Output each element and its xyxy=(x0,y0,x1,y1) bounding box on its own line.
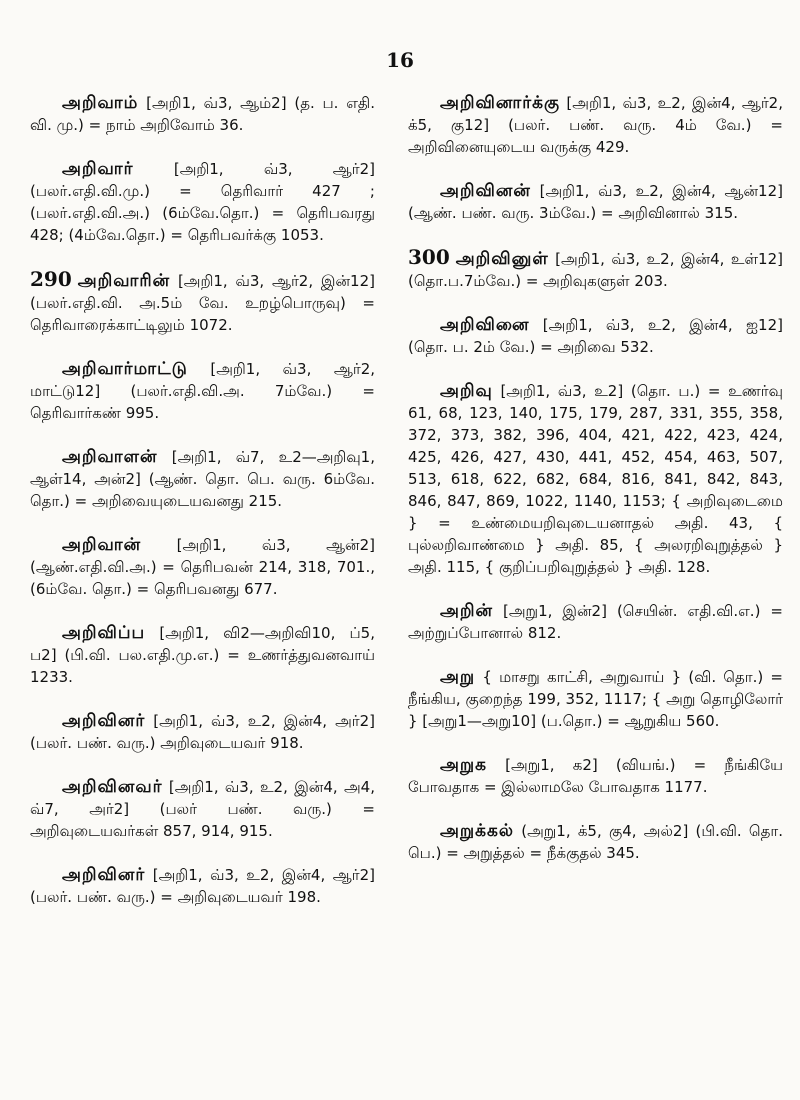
right-column xyxy=(408,92,783,886)
entry xyxy=(30,534,375,600)
entry xyxy=(30,446,375,512)
entry xyxy=(408,666,783,732)
headword: அறிவினை xyxy=(440,315,530,335)
entry-body: (அறு1, க்5, கு4, அல்2] (பி.வி. தொ. பெ.) = அறுத்தல் = நீக்குதல் 345. xyxy=(408,822,783,862)
entry xyxy=(30,776,375,842)
entry-body: [அறி1, வ்3, ஆர்2] (பலர்.எதி.வி.மு.) = தெரிவார் 427 ; (பலர்.எதி.வி.அ.) (6ம்வே.தொ.) = தெரிபவரது 428; (4ம்வே.தொ.) = தெரிபவர்க்கு 1053. xyxy=(30,160,375,244)
headword: அறுக xyxy=(440,755,487,775)
entry-body: [அறி1, வ்3, உ2, இன்4, ஆர்2] (பலர். பண். வரு.) = அறிவுடையவர் 198. xyxy=(30,866,375,906)
entry xyxy=(408,314,783,358)
entry-body: [அறு1, க2] (வியங்.) = நீங்கியே போவதாக = இல்லாமலே போவதாக 1177. xyxy=(408,756,783,796)
entry-body: [அறி1, வ்3, ஆர்2, மாட்டு12] (பலர்.எதி.வி.அ. 7ம்வே.) = தெரிவார்கண் 995. xyxy=(30,360,375,422)
headword: அறிவாம் xyxy=(62,93,139,113)
entry-body: [அறி1, வ்3, உ2, இன்4, ஆன்12] (ஆண். பண். வரு. 3ம்வே.) = அறிவினால் 315. xyxy=(408,182,783,222)
entry-body: [அறி1, வ்3, உ2, இன்4, அ4, வ்7, அர்2] (பலர் பண். வரு.) = அறிவுடையவர்கள் 857, 914, 915. xyxy=(30,778,375,840)
entry xyxy=(408,92,783,158)
entry-body: { மாசறு காட்சி, அறுவாய் } (வி. தொ.) = நீங்கிய, குறைந்த 199, 352, 1117; { அறு தொழிலோர் } [அறு1—அறு10] (ப.தொ.) = ஆறுகிய 560. xyxy=(408,668,783,730)
entry-body: [அறி1, வ்3, உ2] (தொ. ப.) = உணர்வு 61, 68, 123, 140, 175, 179, 287, 331, 355, 358, 372, 373, 382, 396, 404, 421, 422, 423, 424, 425, 426, 427, 430, 441, 452, 454, 463, 507, 513, 618, 622, 682, 684, 816, 841, 842, 843, 846, 847, 869, 1022, 1140, 1153; { அறிவுடைமை } = உண்மையறிவுடையனாதல் அதி. 43, { புல்லறிவாண்மை } அதி. 85, { அலரறிவுறுத்தல் } அதி. 115, { குறிப்பறிவுறுத்தல் } அதி. 128. xyxy=(408,382,783,576)
headword: அறின் xyxy=(440,601,494,621)
headword: அறிவினுள் xyxy=(455,249,549,269)
headword: அறிவினர் xyxy=(62,711,146,731)
headword: அறிவினார்க்கு xyxy=(440,93,560,113)
entry-body: [அறி1, வ்3, உ2, இன்4, அர்2] (பலர். பண். வரு.) அறிவுடையவர் 918. xyxy=(30,712,375,752)
entry xyxy=(30,622,375,688)
entry xyxy=(30,710,375,754)
headword: அறிவிப்ப xyxy=(62,623,146,643)
entry-body: [அறி1, வ்3, உ2, இன்4, உள்12] (தொ.ப.7ம்வே.) = அறிவுகளுள் 203. xyxy=(408,250,783,290)
entry-number: 290 xyxy=(30,267,72,291)
headword: அறிவினவர் xyxy=(62,777,163,797)
entry xyxy=(408,820,783,864)
entry xyxy=(30,268,375,336)
entry-body: [அறி1, வ்3, ஆன்2] (ஆண்.எதி.வி.அ.) = தெரிபவன் 214, 318, 701., (6ம்வே. தொ.) = தெரிபவனது 677. xyxy=(30,536,375,598)
headword: அறு xyxy=(440,667,476,687)
entry-body: [அறி1, வி2—அறிவி10, ப்5, ப2] (பி.வி. பல.எதி.மு.எ.) = உணர்த்துவனவாய் 1233. xyxy=(30,624,375,686)
left-column xyxy=(30,92,375,930)
entry-body: [அறி1, வ்3, ஆர்2, இன்12] (பலர்.எதி.வி. அ.5ம் வே. உறழ்பொருவு) = தெரிவாரைக்காட்டிலும் 1072. xyxy=(30,272,375,334)
headword: அறிவார் xyxy=(62,159,134,179)
entry-body: [அறி1, வ்3, உ2, இன்4, ஐ12] (தொ. ப. 2ம் வே.) = அறிவை 532. xyxy=(408,316,783,356)
entry-body: [அறி1, வ்3, ஆம்2] (த. ப. எதி. வி. மு.) = நாம் அறிவோம் 36. xyxy=(30,94,375,134)
entry xyxy=(30,158,375,246)
entry xyxy=(408,600,783,644)
entry xyxy=(408,246,783,292)
headword: அறிவினர் xyxy=(62,865,146,885)
headword: அறிவாளன் xyxy=(62,447,158,467)
entry-body: [அறி1, வ்7, உ2—அறிவு1, ஆள்14, அன்2] (ஆண். தொ. பெ. வரு. 6ம்வே. தொ.) = அறிவையுடையவனது 215. xyxy=(30,448,375,510)
headword: அறுக்கல் xyxy=(440,821,514,841)
headword: அறிவான் xyxy=(62,535,142,555)
entry xyxy=(408,380,783,578)
entry xyxy=(408,754,783,798)
entry-body: [அறி1, வ்3, உ2, இன்4, ஆர்2, க்5, கு12] (பலர். பண். வரு. 4ம் வே.) = அறிவினையுடைய வருக்கு 429. xyxy=(408,94,783,156)
headword: அறிவாரின் xyxy=(77,271,171,291)
headword: அறிவினன் xyxy=(440,181,531,201)
entry xyxy=(30,864,375,908)
entry-body: [அறு1, இன்2] (செயின். எதி.வி.எ.) = அற்றுப்போனால் 812. xyxy=(408,602,783,642)
entry-number: 300 xyxy=(408,245,450,269)
entry xyxy=(408,180,783,224)
headword: அறிவு xyxy=(440,381,493,401)
entry xyxy=(30,358,375,424)
page-number: 16 xyxy=(386,48,414,72)
headword: அறிவார்மாட்டு xyxy=(62,359,188,379)
entry xyxy=(30,92,375,136)
